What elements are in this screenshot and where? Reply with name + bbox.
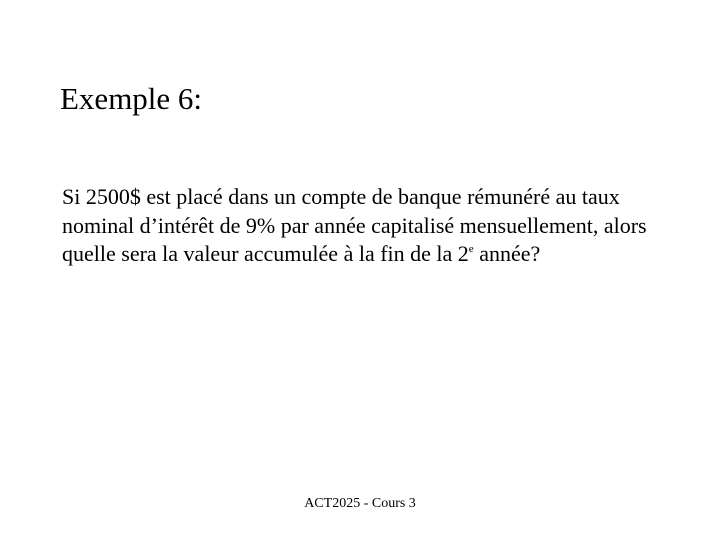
- ordinal-suffix: e: [468, 243, 474, 255]
- slide-footer: ACT2025 - Cours 3: [304, 496, 416, 511]
- slide-title: Exemple 6:: [60, 81, 203, 116]
- body-text-end: année?: [473, 241, 541, 266]
- body-text: Si 2500$ est placé dans un compte de banque rémunéré au taux nominal d’intérêt de 9% par année capitalisé mensuellement, alors quelle sera la valeur accumulée à la fin de la 2: [62, 184, 647, 266]
- slide-body: [62, 183, 662, 269]
